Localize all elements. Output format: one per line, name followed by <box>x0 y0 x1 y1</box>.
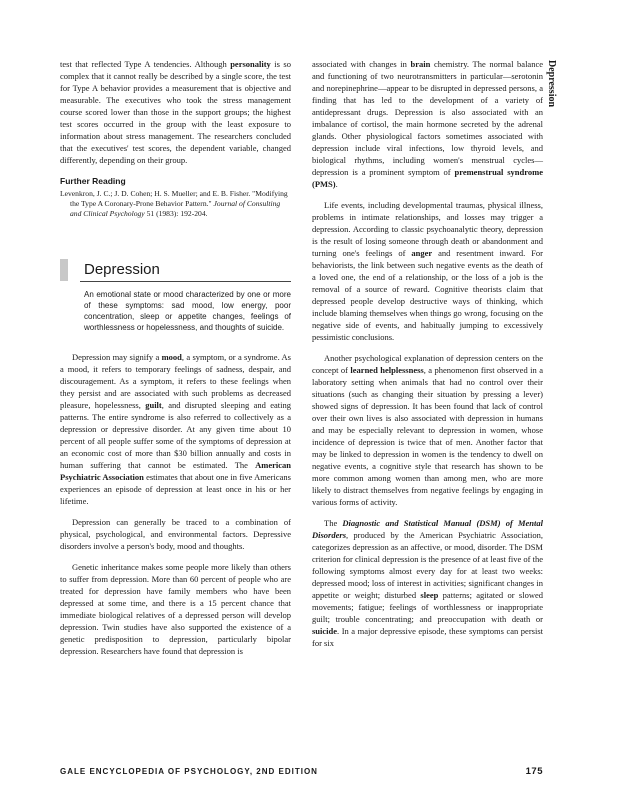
heading-accent-bar <box>60 259 68 281</box>
page-number: 175 <box>525 766 543 777</box>
entry-definition: An emotional state or mood characterized by one or more of these symptoms: sad mood, low energy, poor concentration, sleep or appetite changes, feelings of worthlessness or hopelessness, and thoughts of suicide. <box>84 290 291 332</box>
journal-title: Journal of Consulting and Clinical Psychology <box>70 199 281 218</box>
paragraph: associated with changes in brain chemistry. The normal balance and functioning of two neurotransmitters in particular—serotonin and norepinephrine—appear to be disrupted in depressed persons, a finding that has led to the development of a variety of antidepressant drugs. Depression is also associated with an imbalance of cortisol, the main hormone secreted by the adrenal glands. Other physiological factors sometimes associated with depression include viral infections, low thyroid levels, and biological rhythms, including women's menstrual cycles—depression is a prominent symptom of premenstrual syndrome (PMS). <box>312 59 543 189</box>
definition-box <box>60 259 291 333</box>
reference-entry: Levenkron, J. C.; J. D. Cohen; H. S. Mueller; and E. B. Fisher. "Modifying the Type A Coronary-Prone Behavior Pattern." Journal of Consulting and Clinical Psychology 51 (1983): 192-204. <box>60 189 288 218</box>
paragraph: Another psychological explanation of depression centers on the concept of learned helplessness, a phenomenon first observed in a laboratory setting when animals that had no control over their situations (such as changing their situation by pressing a lever) showed signs of depression. It has been found that lack of control over their own lives is also associated with depression in humans and may be especially relevant to depression in women, whose incidence of depression is twice that of men. Another factor that may be linked to depression in women is the tendency to dwell on negative events, a cognitive style that research has shown to be more common among women than among men, who are more likely to distract themselves from negative feelings by engaging in various forms of activity. <box>312 353 543 507</box>
term-pms: premenstrual syndrome (PMS) <box>312 167 543 189</box>
term-guilt: guilt <box>145 400 162 410</box>
section-side-label: Depression <box>546 60 557 108</box>
term-learned-helplessness: learned helplessness <box>350 365 424 375</box>
term-personality: personality <box>230 59 271 69</box>
term-anger: anger <box>411 248 433 258</box>
paragraph: Genetic inheritance makes some people more likely than others to suffer from depression. More than 60 percent of people who are treated for depression have family members who have been depressed at some time, and there is a 15 percent chance that immediate biological relatives of a depressed person will develop depression. Twin studies have also supported the existence of a genetic predisposition to depression, particularly bipolar depression. Researchers have found that depression is <box>60 562 291 656</box>
term-dsm: Diagnostic and Statistical Manual (DSM) of Mental Disorders <box>312 518 543 540</box>
term-suicide: suicide <box>312 626 338 636</box>
paragraph: Life events, including developmental traumas, physical illness, problems in intimate relationships, and losses may trigger a depression. According to classic psychoanalytic theory, depression is the result of losing someone through death or abandonment and turning one's feelings of anger and resentment inward. For behaviorists, the link between such negative events as the death of a loved one, the end of a relationship, or the loss of a job is the removal of a source of reward. Cognitive theorists claim that depressed people develop destructive ways of thinking, which include blaming themselves when things go wrong, focusing on the negative side of events, and habitually jumping to excessively pessimistic conclusions. <box>312 200 543 342</box>
right-column <box>312 58 543 649</box>
term-mood: mood <box>161 352 182 362</box>
further-reading-heading: Further Reading <box>60 176 126 186</box>
paragraph: Depression may signify a mood, a symptom, or a syndrome. As a mood, it refers to temporary feelings of sadness, despair, and discouragement. As a symptom, it refers to these feelings when they persist and are associated with such problems as decreased pleasure, hopelessness, guilt, and disrupted sleeping and eating patterns. The entire syndrome is also referred to collectively as a depression or depressive disorder. At any given time about 10 percent of all people suffer some of the symptoms of depression at an economic cost of more than $30 billion annually and costs in human suffering that cannot be estimated. The American Psychiatric Association estimates that about one in five Americans experiences an episode of depression at least once in his or her lifetime. <box>60 352 291 506</box>
entry-heading: Depression <box>80 259 291 282</box>
paragraph: Depression can generally be traced to a combination of physical, psychological, and environmental factors. Depressive disorders involve a person's body, mood and thoughts. <box>60 517 291 551</box>
paragraph: test that reflected Type A tendencies. Although personality is so complex that it cannot really be described by a single score, the test for Type A behavior provides a measurement that is objective and measurable. The executives who took the stress management course scored lower than those in the support groups; the highest test scores occurred in the group with the least exposure to information about stress management. The researchers concluded that the executives' test scores, the dependent variable, changed differently, depending on their group. <box>60 59 291 165</box>
term-brain: brain <box>410 59 431 69</box>
term-apa: American Psychiatric Association <box>60 460 291 482</box>
term-sleep: sleep <box>420 590 439 600</box>
left-column <box>60 58 291 657</box>
paragraph: The Diagnostic and Statistical Manual (DSM) of Mental Disorders, produced by the American Psychiatric Association, categorizes depression as an affective, or mood, disorder. The DSM criterion for clinical depression is the presence of at least five of the following symptoms almost every day for at least two weeks: depressed mood; loss of interest in activities; significant changes in appetite or weight; disturbed sleep patterns; agitated or slowed movements; fatigue; feelings of worthlessness or inappropriate guilt; trouble concentrating; and preoccupation with death or suicide. In a major depressive episode, these symptoms can persist for six <box>312 518 543 648</box>
footer-publication-title: GALE ENCYCLOPEDIA OF PSYCHOLOGY, 2ND EDITION <box>60 767 318 776</box>
